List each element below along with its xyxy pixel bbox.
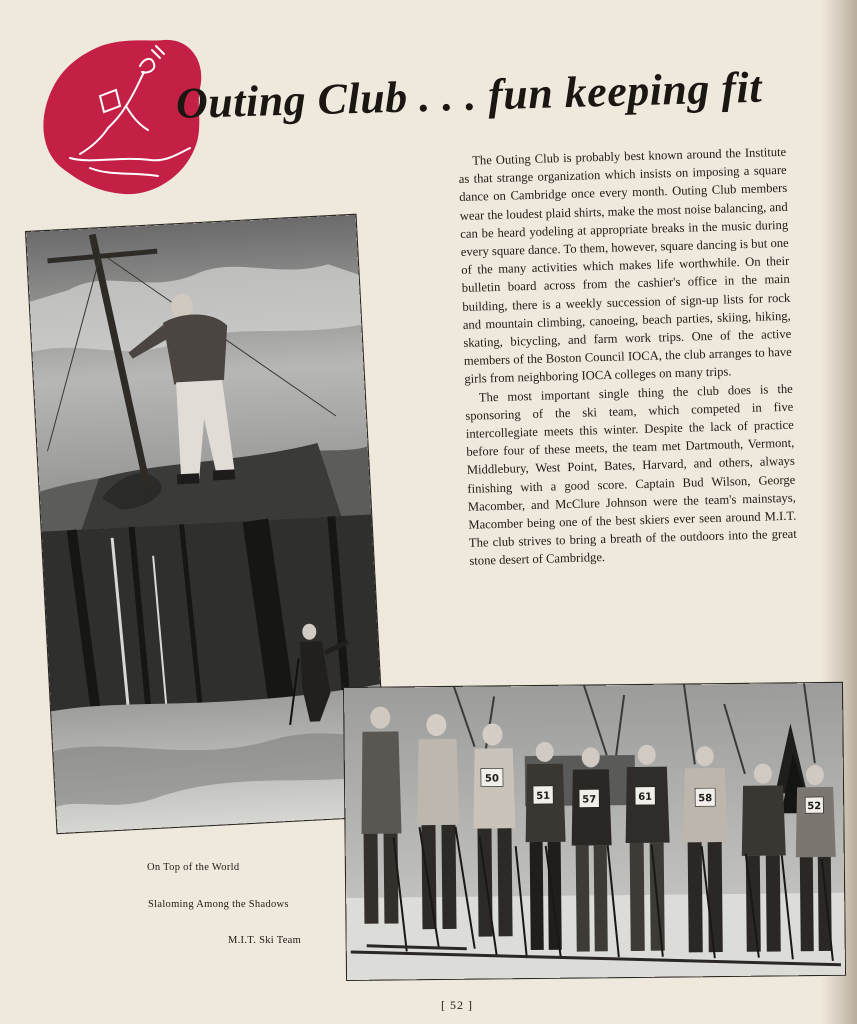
caption-slalom: Slaloming Among the Shadows xyxy=(148,899,289,910)
bib-number: 57 xyxy=(582,794,597,806)
article-body xyxy=(458,143,798,571)
caption-summit: On Top of the World xyxy=(147,862,240,873)
bib-number: 61 xyxy=(638,791,653,803)
ski-team-photo xyxy=(344,683,845,980)
bib-number: 50 xyxy=(484,773,499,785)
page-number: [ 52 ] xyxy=(441,998,473,1012)
bib-number: 58 xyxy=(698,793,713,805)
bib-number: 52 xyxy=(807,801,822,813)
caption-ski-team: M.I.T. Ski Team xyxy=(228,935,302,946)
bib-number: 51 xyxy=(536,790,551,802)
body-paragraph: The Outing Club is probably best known around the Institute as that strange organization which insists on imposing a square dance on Cambridge once every month. Outing Club members wear the loudest plaid shirts, make the most noise balancing, and can be heard yodeling at appropriate breaks in the music during every square dance. To them, however, square dancing is but one of the many activities which makes life worthwhile. On their bulletin board across from the cashier's office in the main building, there is a weekly succession of sign-up lists for rock and mountain climbing, canoeing, beach parties, skiing, hiking, skating, bicycling, and farm work trips. One of the active members of the Boston Council IOCA, the club arranges to have girls from neighboring IOCA colleges on many trips. xyxy=(458,144,792,387)
page-title: Outing Club . . . fun keeping fit xyxy=(175,62,763,128)
summit-and-slalom-photo xyxy=(26,215,387,833)
body-paragraph: The most important single thing the club does is the sponsoring of the ski team, which competed in five intercollegiate meets this winter. Despite the lack of practice before four of these meets, the team met Dartmouth, Vermont, Middlebury, West Point, Bates, Harvard, and others, always finishing with a good score. Captain Bud Wilson, George Macomber, and McClure Johnson were the team's mainstays, Macomber being one of the best skiers ever seen around M.I.T. The club strives to bring a breath of the outdoors into the great stone desert of Cambridge. xyxy=(465,381,797,569)
